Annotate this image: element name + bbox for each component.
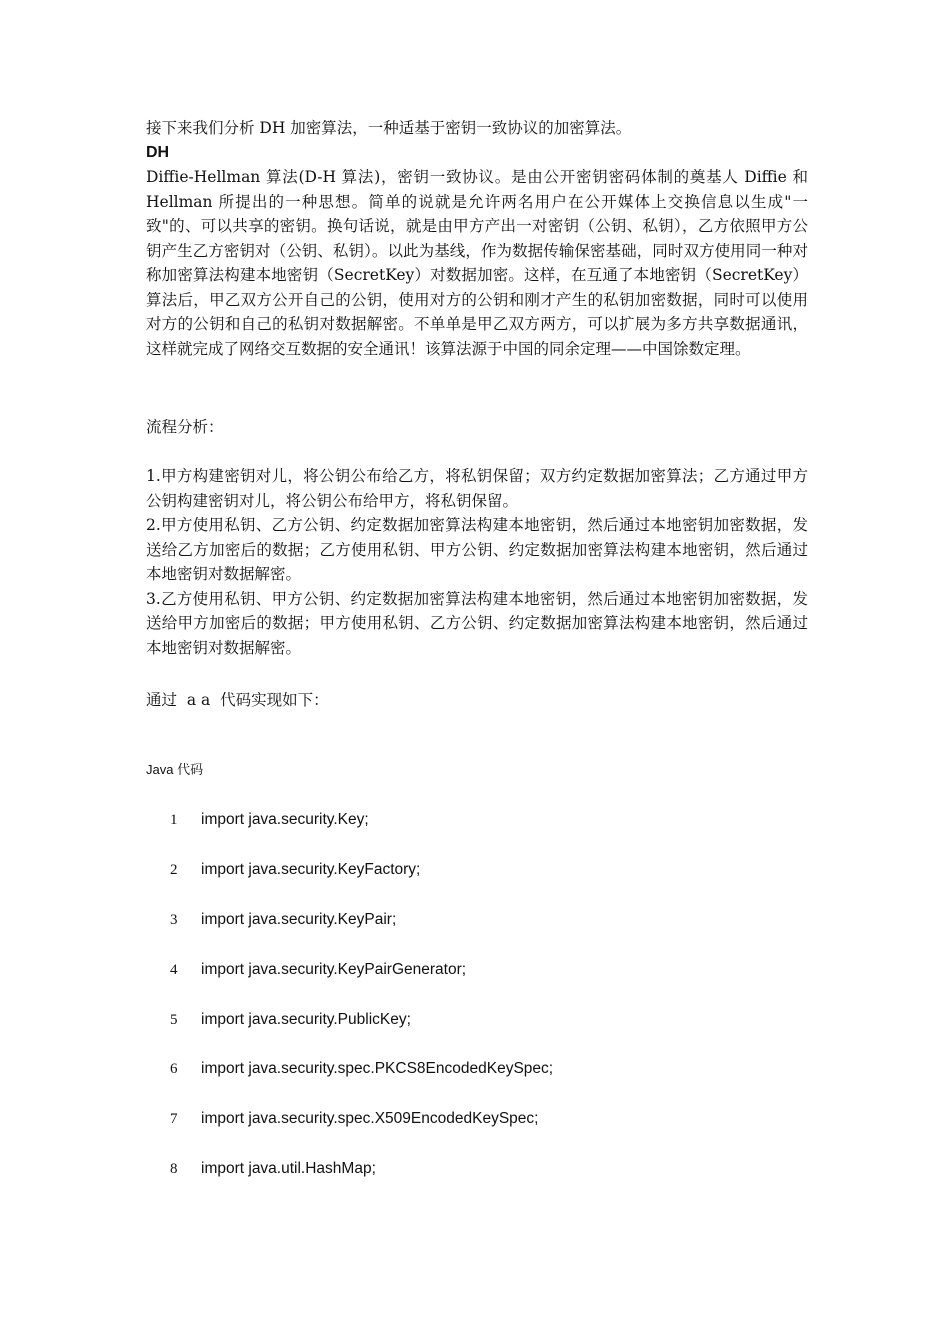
code-text: import java.util.HashMap; <box>201 1160 376 1178</box>
code-line <box>170 1056 553 1106</box>
code-line <box>170 1106 553 1156</box>
line-number: 8 <box>170 1161 178 1178</box>
description-paragraph: Diffie-Hellman 算法(D-H 算法)，密钥一致协议。是由公开密钥密码体制的奠基人 Diffie 和 Hellman 所提出的一种思想。简单的说就是允许两名用户在公开媒体上交换信息以生成"一致"的、可以共享的密钥。换句话说，就是由甲方产出一对密钥（公钥、私钥），乙方依照甲方公钥产生乙方密钥对（公钥、私钥）。以此为基线，作为数据传输保密基础，同时双方使用同一种对称加密算法构建本地密钥（SecretKey）对数据加密。这样，在互通了本地密钥（SecretKey）算法后，甲乙双方公开自己的公钥，使用对方的公钥和刚才产生的私钥加密数据，同时可以使用对方的公钥和自己的私钥对数据解密。不单单是甲乙双方两方，可以扩展为多方共享数据通讯，这样就完成了网络交互数据的安全通讯！该算法源于中国的同余定理——中国馀数定理。 <box>146 168 808 358</box>
code-line <box>170 1007 553 1057</box>
code-line <box>170 1156 553 1206</box>
flow-step-3: 3.乙方使用私钥、甲方公钥、约定数据加密算法构建本地密钥，然后通过本地密钥加密数据，发送给甲方加密后的数据；甲方使用私钥、乙方公钥、约定数据加密算法构建本地密钥，然后通过本地密钥对数据解密。 <box>146 589 808 657</box>
line-number: 6 <box>170 1061 178 1078</box>
code-block <box>170 807 553 1206</box>
flow-step-2: 2.甲方使用私钥、乙方公钥、约定数据加密算法构建本地密钥，然后通过本地密钥加密数据，发送给乙方加密后的数据；乙方使用私钥、甲方公钥、约定数据加密算法构建本地密钥，然后通过本地密钥对数据解密。 <box>146 516 808 583</box>
code-line <box>170 907 553 957</box>
code-text: import java.security.Key; <box>201 811 369 828</box>
intro-paragraph: 接下来我们分析 DH 加密算法，一种适基于密钥一致协议的加密算法。 <box>146 119 632 137</box>
code-text: import java.security.spec.X509EncodedKeySpec; <box>201 1110 539 1128</box>
section-heading: DH <box>146 144 170 161</box>
line-number: 7 <box>170 1111 178 1128</box>
code-text: import java.security.KeyFactory; <box>201 860 421 878</box>
line-number: 4 <box>170 961 178 978</box>
flow-step-1: 1.甲方构建密钥对儿，将公钥公布给乙方，将私钥保留；双方约定数据加密算法；乙方通过甲方公钥构建密钥对儿，将公钥公布给甲方，将私钥保留。 <box>146 467 808 510</box>
flow-title: 流程分析： <box>146 418 224 436</box>
line-number: 1 <box>170 812 178 828</box>
code-text: import java.security.KeyPair; <box>201 910 397 928</box>
code-line <box>170 807 553 857</box>
code-language-label: Java 代码 <box>146 762 204 777</box>
flow-steps <box>146 464 808 660</box>
code-text: import java.security.PublicKey; <box>201 1010 411 1028</box>
code-line <box>170 957 553 1007</box>
code-text: import java.security.KeyPairGenerator; <box>201 960 467 978</box>
line-number: 5 <box>170 1011 178 1028</box>
line-number: 3 <box>170 911 178 928</box>
code-line <box>170 857 553 907</box>
line-number: 2 <box>170 861 178 878</box>
code-text: import java.security.spec.PKCS8EncodedKeySpec; <box>201 1060 554 1078</box>
implementation-intro: 通过 a a 代码实现如下： <box>146 691 329 709</box>
